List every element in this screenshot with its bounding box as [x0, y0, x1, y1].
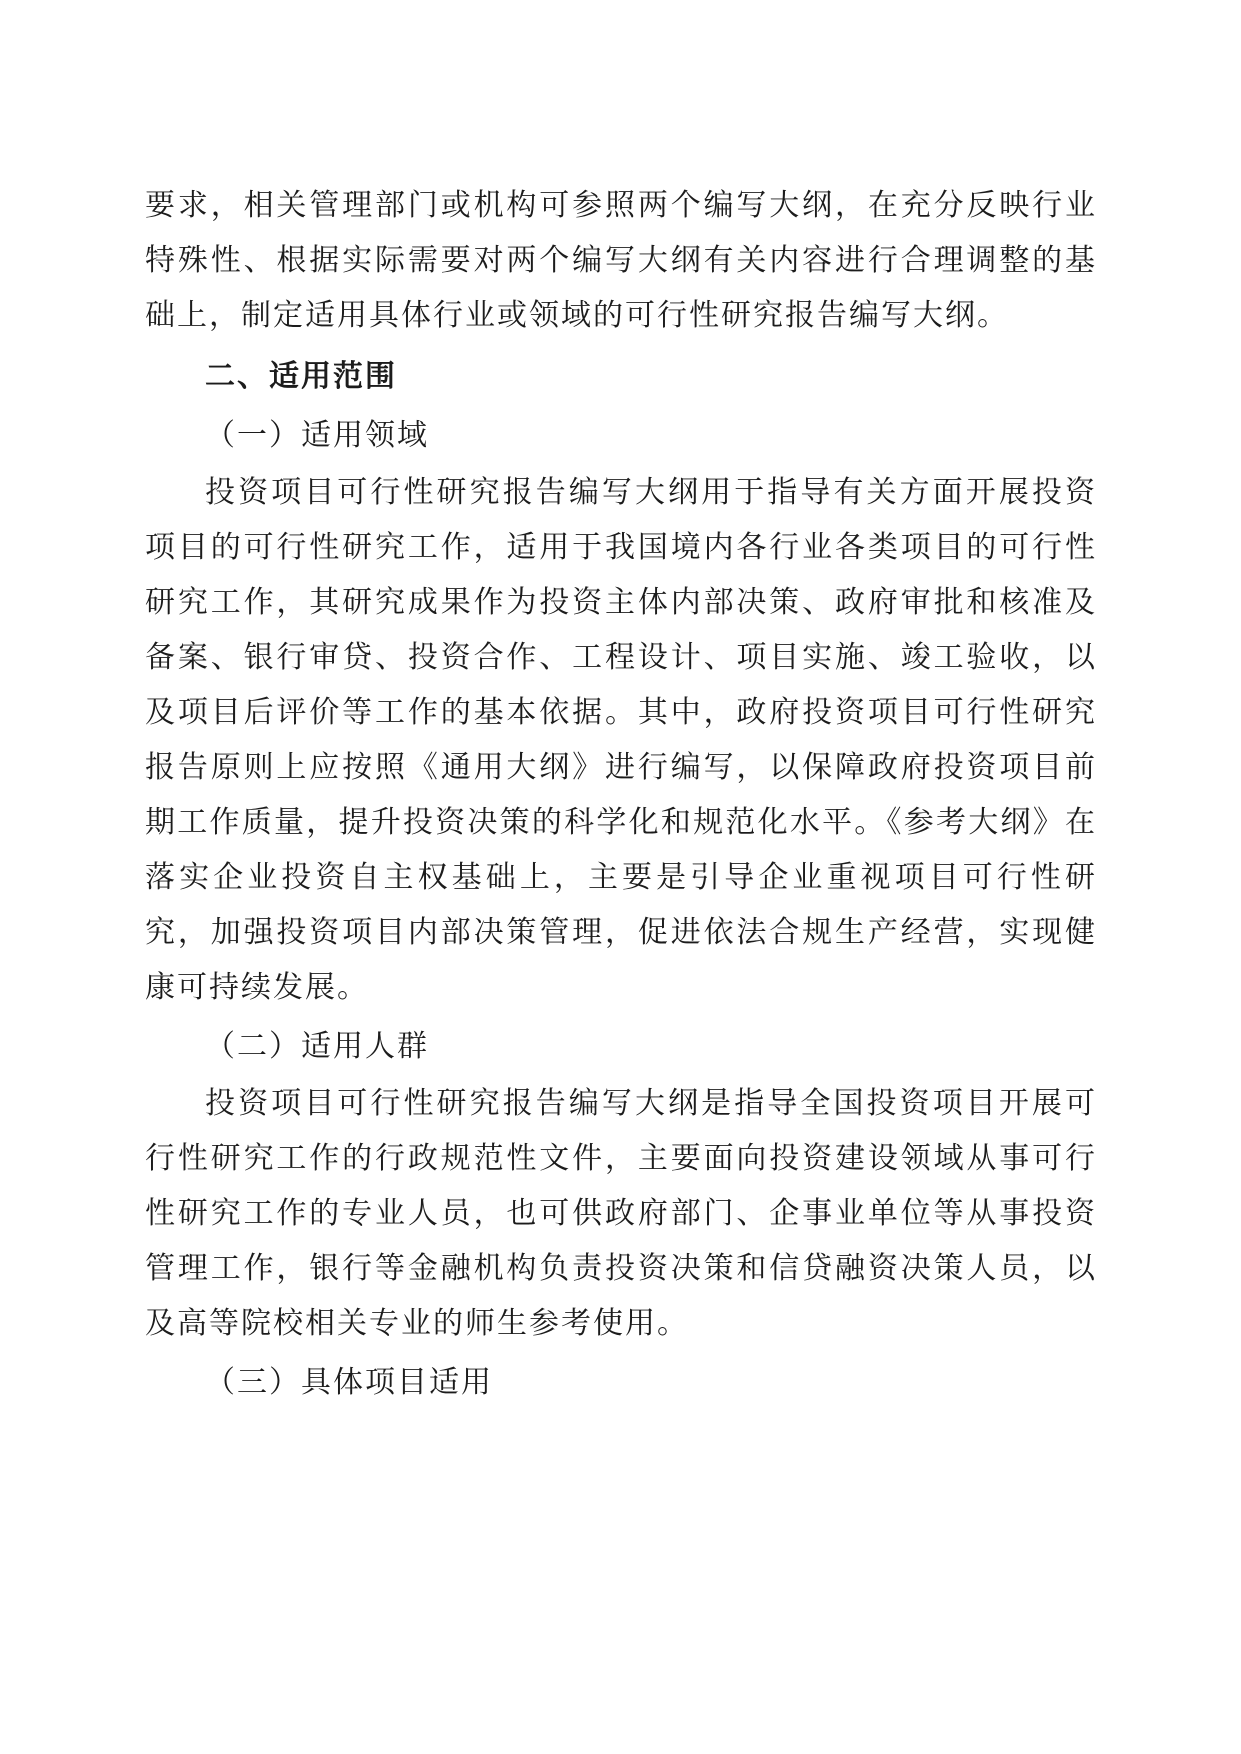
- subsection-heading-1: （一）适用领域: [205, 419, 429, 452]
- subsection-heading-2: （二）适用人群: [205, 1030, 429, 1063]
- paragraph-applicable-fields: 投资项目可行性研究报告编写大纲用于指导有关方面开展投资项目的可行性研究工作，适用于我国境内各行业各类项目的可行性研究工作，其研究成果作为投资主体内部决策、政府审批和核准及备案、银行审贷、投资合作、工程设计、项目实施、竣工验收，以及项目后评价等工作的基本依据。其中，政府投资项目可行性研究报告原则上应按照《通用大纲》进行编写，以保障政府投资项目前期工作质量，提升投资决策的科学化和规范化水平。《参考大纲》在落实企业投资自主权基础上，主要是引导企业重视项目可行性研究，加强投资项目内部决策管理，促进依法合规生产经营，实现健康可持续发展。: [145, 476, 1097, 1004]
- subsection-heading-3: （三）具体项目适用: [205, 1366, 493, 1399]
- paragraph-continuation: 要求，相关管理部门或机构可参照两个编写大纲，在充分反映行业特殊性、根据实际需要对两个编写大纲有关内容进行合理调整的基础上，制定适用具体行业或领域的可行性研究报告编写大纲。: [145, 189, 1097, 332]
- section-heading: 二、适用范围: [205, 360, 397, 393]
- document-content: [145, 178, 1097, 1412]
- paragraph-applicable-users: 投资项目可行性研究报告编写大纲是指导全国投资项目开展可行性研究工作的行政规范性文件，主要面向投资建设领域从事可行性研究工作的专业人员，也可供政府部门、企事业单位等从事投资管理工作，银行等金融机构负责投资决策和信贷融资决策人员，以及高等院校相关专业的师生参考使用。: [145, 1087, 1097, 1340]
